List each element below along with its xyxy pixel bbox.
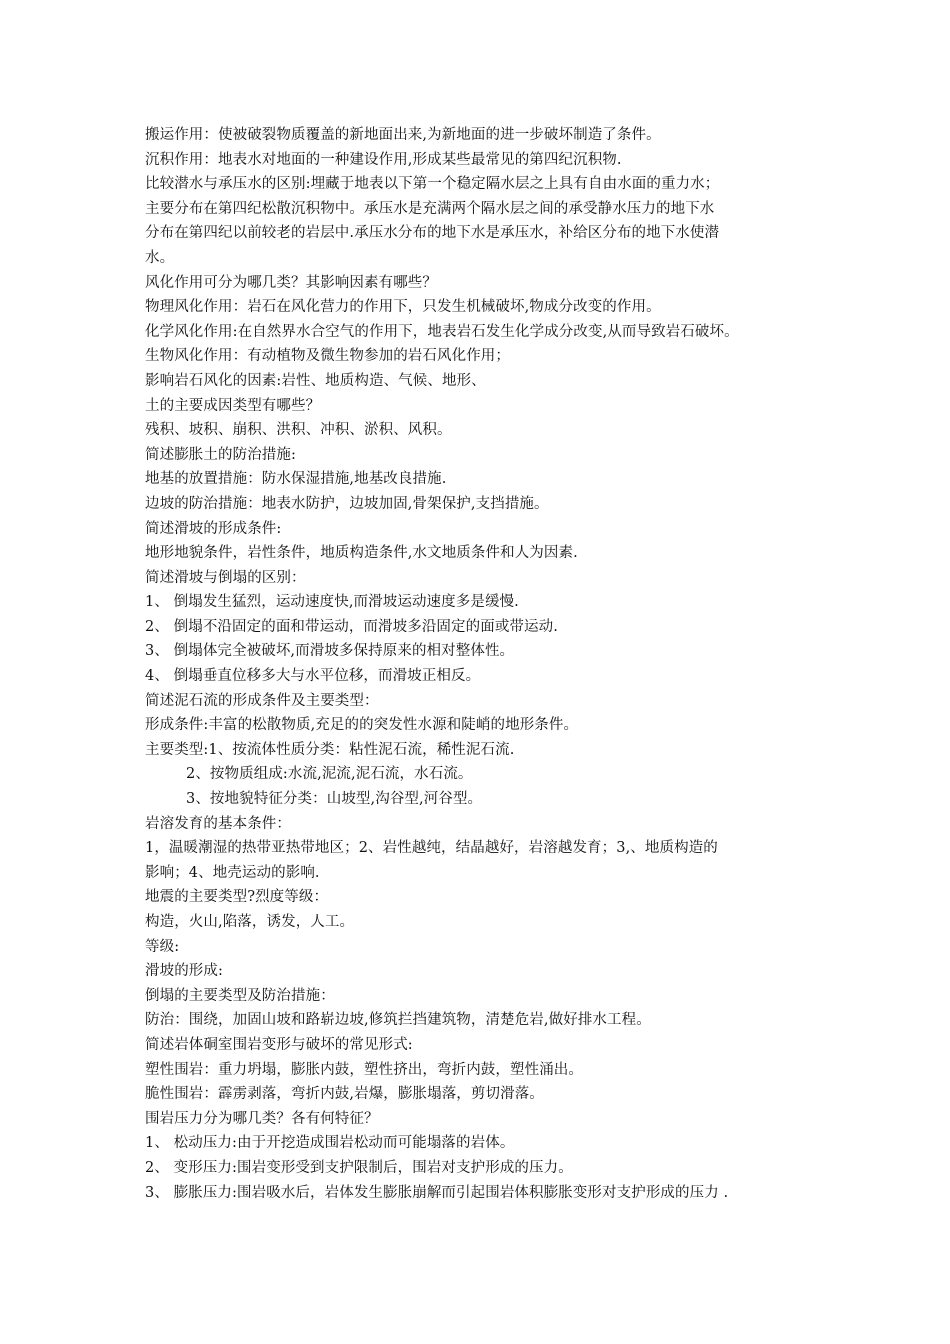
text-line: 主要类型:1、按流体性质分类：粘性泥石流，稀性泥石流. [145, 741, 515, 758]
text-line: 比较潜水与承压水的区别:埋藏于地表以下第一个稳定隔水层之上具有自由水面的重力水； [145, 176, 720, 193]
list-item: 3、 膨胀压力:围岩吸水后，岩体发生膨胀崩解而引起围岩体积膨胀变形对支护形成的压力 . [145, 1184, 729, 1201]
text-line: 地基的放置措施：防水保湿措施,地基改良措施. [145, 471, 447, 488]
list-item: 2、 变形压力:围岩变形受到支护限制后，围岩对支护形成的压力。 [145, 1159, 573, 1176]
question-heading: 围岩压力分为哪几类？各有何特征？ [145, 1110, 379, 1127]
question-heading: 土的主要成因类型有哪些？ [145, 397, 321, 414]
question-heading: 地震的主要类型?烈度等级： [145, 889, 329, 906]
text-line: 脆性围岩：霹雳剥落，弯折内鼓,岩爆，膨胀塌落，剪切滑落。 [145, 1086, 544, 1103]
text-line: 防治：围绕，加固山坡和路崭边坡,修筑拦挡建筑物，清楚危岩,做好排水工程。 [145, 1012, 651, 1029]
text-line: 分布在第四纪以前较老的岩层中.承压水分布的地下水是承压水，补给区分布的地下水使潜 [145, 225, 720, 242]
text-line: 主要分布在第四纪松散沉积物中。承压水是充满两个隔水层之间的承受静水压力的地下水 [145, 200, 715, 217]
list-item: 3、 倒塌体完全被破坏,而滑坡多保持原来的相对整体性。 [145, 643, 515, 660]
list-item: 1、 松动压力:由于开挖造成围岩松动而可能塌落的岩体。 [145, 1135, 515, 1152]
list-item: 4、 倒塌垂直位移多大与水平位移，而滑坡正相反。 [145, 668, 481, 685]
question-heading: 滑坡的形成: [145, 963, 223, 980]
list-item: 3、按地貌特征分类：山坡型,沟谷型,河谷型。 [186, 791, 483, 808]
text-line: 生物风化作用：有动植物及微生物参加的岩石风化作用； [145, 348, 510, 365]
list-item: 2、 倒塌不沿固定的面和带运动，而滑坡多沿固定的面或带运动. [145, 618, 558, 635]
text-line: 形成条件:丰富的松散物质,充足的的突发性水源和陡峭的地形条件。 [145, 717, 579, 734]
text-line: 沉积作用：地表水对地面的一种建设作用,形成某些最常见的第四纪沉积物. [145, 151, 622, 168]
list-item: 2、按物质组成:水流,泥流,泥石流，水石流。 [186, 766, 473, 783]
question-heading: 简述滑坡的形成条件: [145, 520, 282, 537]
question-heading: 简述泥石流的形成条件及主要类型： [145, 692, 379, 709]
text-line: 化学风化作用:在自然界水合空气的作用下，地表岩石发生化学成分改变,从而导致岩石破坏。 [145, 323, 739, 340]
text-line: 地形地貌条件，岩性条件，地质构造条件,水文地质条件和人为因素. [145, 545, 578, 562]
list-item: 1、 倒塌发生猛烈，运动速度快,而滑坡运动速度多是缓慢. [145, 594, 519, 611]
text-line: 构造，火山,陷落，诱发，人工。 [145, 914, 355, 930]
document-body [145, 123, 835, 1205]
text-line: 边坡的防治措施：地表水防护，边坡加固,骨架保护,支挡措施。 [145, 495, 549, 512]
question-heading: 简述滑坡与倒塌的区别： [145, 569, 306, 586]
question-heading: 简述膨胀土的防治措施: [145, 446, 296, 463]
text-line: 物理风化作用：岩石在风化营力的作用下，只发生机械破坏,物成分改变的作用。 [145, 299, 661, 316]
question-heading: 风化作用可分为哪几类？其影响因素有哪些？ [145, 274, 437, 291]
text-line: 影响岩石风化的因素:岩性、地质构造、气候、地形、 [145, 372, 486, 389]
text-line: 残积、坡积、崩积、洪积、冲积、淤积、风积。 [145, 422, 452, 439]
question-heading: 倒塌的主要类型及防治措施： [145, 987, 335, 1004]
question-heading: 简述岩体硐室围岩变形与破坏的常见形式: [145, 1036, 413, 1053]
question-heading: 岩溶发育的基本条件： [145, 815, 291, 832]
text-line: 影响；4、地壳运动的影响. [145, 864, 320, 881]
text-line: 搬运作用：使被破裂物质覆盖的新地面出来,为新地面的进一步破坏制造了条件。 [145, 127, 661, 143]
text-line: 塑性围岩：重力坍塌，膨胀内鼓，塑性挤出，弯折内鼓，塑性涌出。 [145, 1061, 583, 1078]
text-line: 1，温暖潮湿的热带亚热带地区；2、岩性越纯，结晶越好，岩溶越发育；3,、地质构造的 [145, 840, 718, 857]
text-line: 水。 [145, 249, 175, 266]
text-line: 等级: [145, 938, 180, 955]
